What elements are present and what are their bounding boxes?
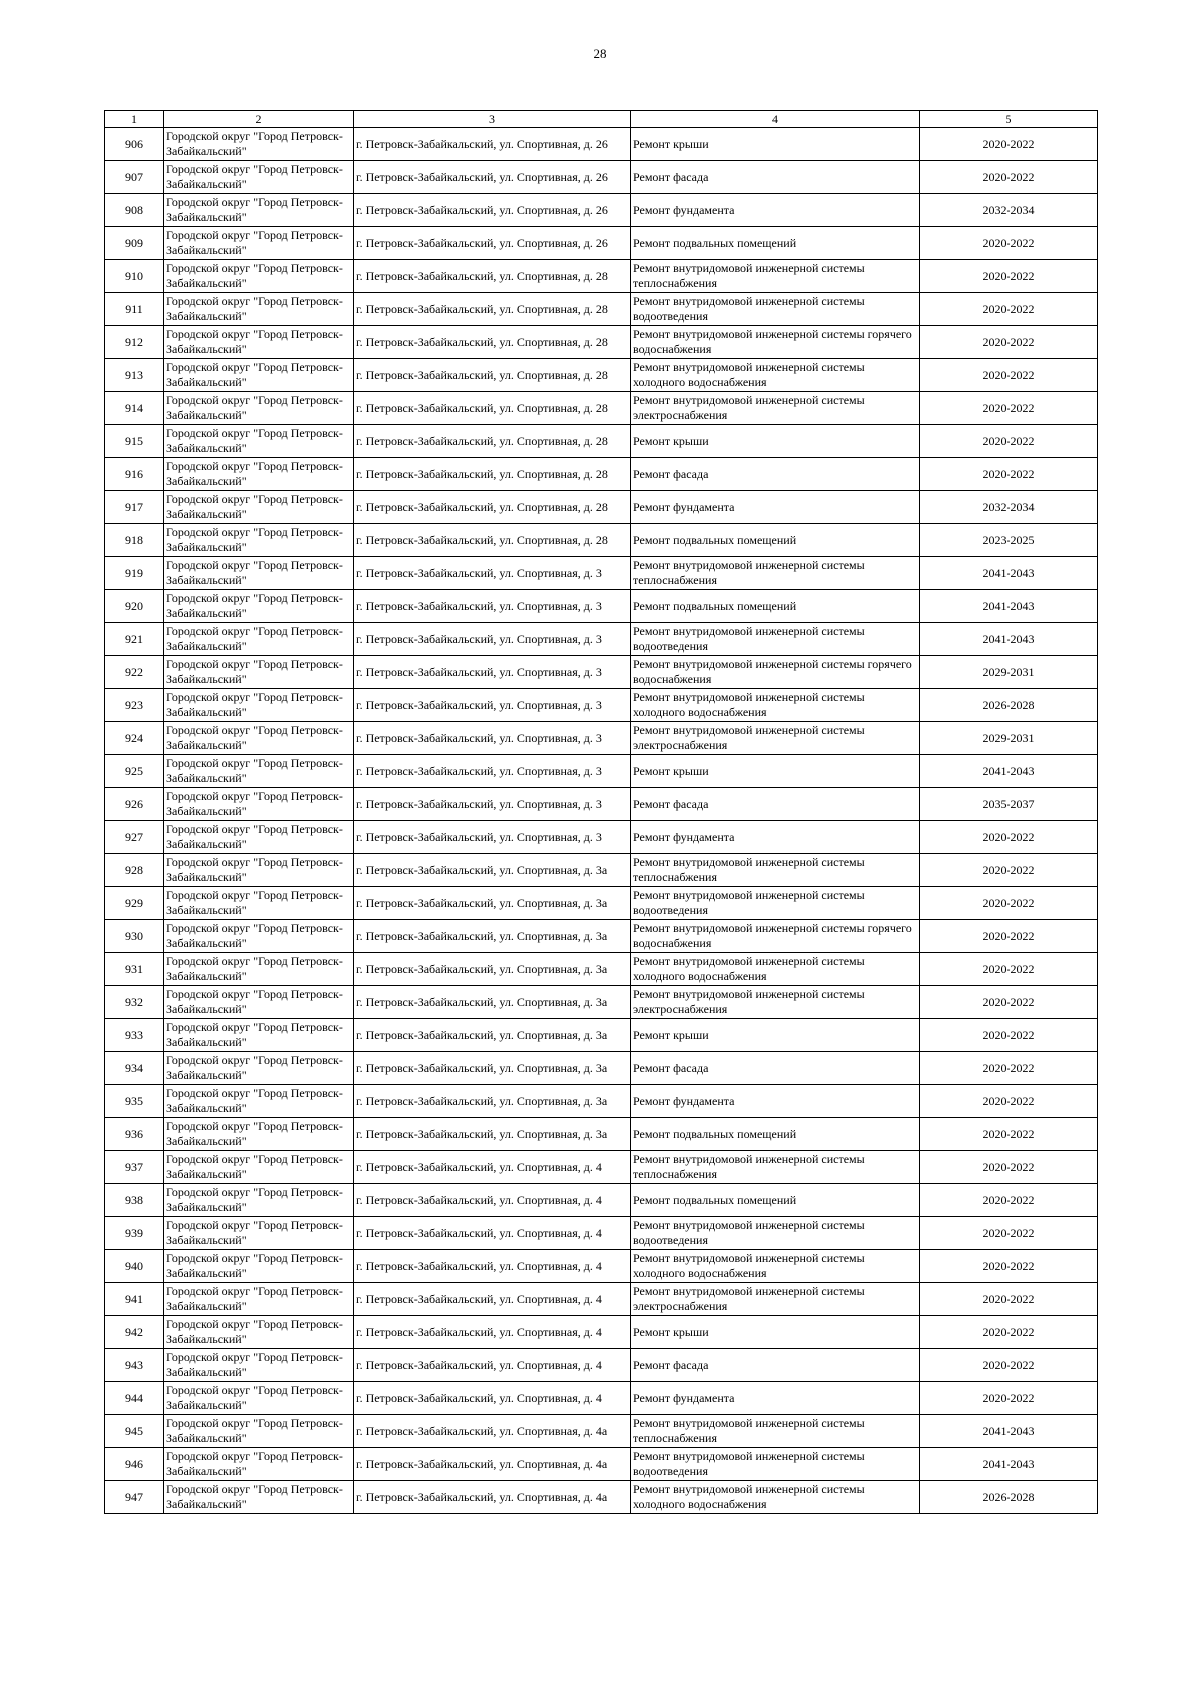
address-cell: г. Петровск-Забайкальский, ул. Спортивная, д. 26 xyxy=(354,128,631,161)
address-cell: г. Петровск-Забайкальский, ул. Спортивная, д. 4а xyxy=(354,1415,631,1448)
municipality-cell: Городской округ "Город Петровск-Забайкальский" xyxy=(164,1448,354,1481)
work-type-cell: Ремонт внутридомовой инженерной системы теплоснабжения xyxy=(631,260,920,293)
row-number: 909 xyxy=(105,227,164,260)
period-cell: 2041-2043 xyxy=(920,755,1098,788)
work-type-cell: Ремонт фундамента xyxy=(631,821,920,854)
address-cell: г. Петровск-Забайкальский, ул. Спортивная, д. 3 xyxy=(354,722,631,755)
table-row xyxy=(105,1118,1098,1151)
municipality-cell: Городской округ "Город Петровск-Забайкальский" xyxy=(164,689,354,722)
row-number: 913 xyxy=(105,359,164,392)
period-cell: 2026-2028 xyxy=(920,689,1098,722)
period-cell: 2020-2022 xyxy=(920,1349,1098,1382)
row-number: 912 xyxy=(105,326,164,359)
row-number: 917 xyxy=(105,491,164,524)
row-number: 911 xyxy=(105,293,164,326)
work-type-cell: Ремонт внутридомовой инженерной системы электроснабжения xyxy=(631,986,920,1019)
municipality-cell: Городской округ "Город Петровск-Забайкальский" xyxy=(164,1349,354,1382)
work-type-cell: Ремонт подвальных помещений xyxy=(631,590,920,623)
row-number: 933 xyxy=(105,1019,164,1052)
table-row xyxy=(105,689,1098,722)
table-body xyxy=(105,128,1098,1514)
municipality-cell: Городской округ "Город Петровск-Забайкальский" xyxy=(164,953,354,986)
municipality-cell: Городской округ "Город Петровск-Забайкальский" xyxy=(164,557,354,590)
period-cell: 2020-2022 xyxy=(920,1151,1098,1184)
table-row xyxy=(105,1481,1098,1514)
period-cell: 2041-2043 xyxy=(920,1448,1098,1481)
work-type-cell: Ремонт внутридомовой инженерной системы холодного водоснабжения xyxy=(631,689,920,722)
table-row xyxy=(105,359,1098,392)
municipality-cell: Городской округ "Город Петровск-Забайкальский" xyxy=(164,854,354,887)
period-cell: 2020-2022 xyxy=(920,1316,1098,1349)
row-number: 927 xyxy=(105,821,164,854)
period-cell: 2020-2022 xyxy=(920,161,1098,194)
address-cell: г. Петровск-Забайкальский, ул. Спортивная, д. 3а xyxy=(354,1019,631,1052)
period-cell: 2020-2022 xyxy=(920,1085,1098,1118)
table-row xyxy=(105,524,1098,557)
period-cell: 2029-2031 xyxy=(920,722,1098,755)
address-cell: г. Петровск-Забайкальский, ул. Спортивная, д. 4а xyxy=(354,1448,631,1481)
row-number: 908 xyxy=(105,194,164,227)
municipality-cell: Городской округ "Город Петровск-Забайкальский" xyxy=(164,986,354,1019)
row-number: 938 xyxy=(105,1184,164,1217)
table-row xyxy=(105,1382,1098,1415)
row-number: 946 xyxy=(105,1448,164,1481)
address-cell: г. Петровск-Забайкальский, ул. Спортивная, д. 26 xyxy=(354,161,631,194)
municipality-cell: Городской округ "Город Петровск-Забайкальский" xyxy=(164,1184,354,1217)
table-row xyxy=(105,1019,1098,1052)
row-number: 920 xyxy=(105,590,164,623)
work-type-cell: Ремонт крыши xyxy=(631,128,920,161)
table-row xyxy=(105,1085,1098,1118)
work-type-cell: Ремонт внутридомовой инженерной системы горячего водоснабжения xyxy=(631,920,920,953)
period-cell: 2041-2043 xyxy=(920,623,1098,656)
row-number: 910 xyxy=(105,260,164,293)
repair-schedule-table xyxy=(104,110,1098,1514)
period-cell: 2020-2022 xyxy=(920,458,1098,491)
work-type-cell: Ремонт внутридомовой инженерной системы теплоснабжения xyxy=(631,1151,920,1184)
address-cell: г. Петровск-Забайкальский, ул. Спортивная, д. 28 xyxy=(354,392,631,425)
work-type-cell: Ремонт внутридомовой инженерной системы горячего водоснабжения xyxy=(631,326,920,359)
row-number: 925 xyxy=(105,755,164,788)
row-number: 928 xyxy=(105,854,164,887)
table-row xyxy=(105,1283,1098,1316)
municipality-cell: Городской округ "Город Петровск-Забайкальский" xyxy=(164,1151,354,1184)
row-number: 922 xyxy=(105,656,164,689)
row-number: 921 xyxy=(105,623,164,656)
row-number: 906 xyxy=(105,128,164,161)
work-type-cell: Ремонт внутридомовой инженерной системы холодного водоснабжения xyxy=(631,953,920,986)
municipality-cell: Городской округ "Город Петровск-Забайкальский" xyxy=(164,623,354,656)
work-type-cell: Ремонт внутридомовой инженерной системы водоотведения xyxy=(631,1217,920,1250)
table-row xyxy=(105,1349,1098,1382)
municipality-cell: Городской округ "Город Петровск-Забайкальский" xyxy=(164,1019,354,1052)
period-cell: 2020-2022 xyxy=(920,1019,1098,1052)
address-cell: г. Петровск-Забайкальский, ул. Спортивная, д. 3а xyxy=(354,920,631,953)
table-row xyxy=(105,326,1098,359)
period-cell: 2020-2022 xyxy=(920,1052,1098,1085)
table-row xyxy=(105,194,1098,227)
period-cell: 2041-2043 xyxy=(920,557,1098,590)
municipality-cell: Городской округ "Город Петровск-Забайкальский" xyxy=(164,821,354,854)
period-cell: 2020-2022 xyxy=(920,293,1098,326)
address-cell: г. Петровск-Забайкальский, ул. Спортивная, д. 28 xyxy=(354,326,631,359)
municipality-cell: Городской округ "Город Петровск-Забайкальский" xyxy=(164,227,354,260)
address-cell: г. Петровск-Забайкальский, ул. Спортивная, д. 3 xyxy=(354,623,631,656)
municipality-cell: Городской округ "Город Петровск-Забайкальский" xyxy=(164,260,354,293)
table-row xyxy=(105,458,1098,491)
row-number: 945 xyxy=(105,1415,164,1448)
municipality-cell: Городской округ "Город Петровск-Забайкальский" xyxy=(164,326,354,359)
work-type-cell: Ремонт внутридомовой инженерной системы холодного водоснабжения xyxy=(631,359,920,392)
table-row xyxy=(105,1217,1098,1250)
work-type-cell: Ремонт внутридомовой инженерной системы водоотведения xyxy=(631,623,920,656)
column-header-3: 3 xyxy=(354,111,631,128)
table-row xyxy=(105,788,1098,821)
municipality-cell: Городской округ "Город Петровск-Забайкальский" xyxy=(164,1250,354,1283)
table-row xyxy=(105,227,1098,260)
table-row xyxy=(105,722,1098,755)
table-row xyxy=(105,425,1098,458)
row-number: 934 xyxy=(105,1052,164,1085)
period-cell: 2020-2022 xyxy=(920,1184,1098,1217)
row-number: 937 xyxy=(105,1151,164,1184)
period-cell: 2020-2022 xyxy=(920,1250,1098,1283)
table-row xyxy=(105,557,1098,590)
municipality-cell: Городской округ "Город Петровск-Забайкальский" xyxy=(164,1085,354,1118)
work-type-cell: Ремонт крыши xyxy=(631,1316,920,1349)
row-number: 930 xyxy=(105,920,164,953)
table-row xyxy=(105,128,1098,161)
municipality-cell: Городской округ "Город Петровск-Забайкальский" xyxy=(164,458,354,491)
address-cell: г. Петровск-Забайкальский, ул. Спортивная, д. 4а xyxy=(354,1481,631,1514)
period-cell: 2020-2022 xyxy=(920,854,1098,887)
work-type-cell: Ремонт фасада xyxy=(631,1349,920,1382)
period-cell: 2020-2022 xyxy=(920,425,1098,458)
work-type-cell: Ремонт внутридомовой инженерной системы электроснабжения xyxy=(631,392,920,425)
municipality-cell: Городской округ "Город Петровск-Забайкальский" xyxy=(164,887,354,920)
row-number: 942 xyxy=(105,1316,164,1349)
address-cell: г. Петровск-Забайкальский, ул. Спортивная, д. 3а xyxy=(354,1085,631,1118)
table-row xyxy=(105,1415,1098,1448)
row-number: 947 xyxy=(105,1481,164,1514)
row-number: 932 xyxy=(105,986,164,1019)
municipality-cell: Городской округ "Город Петровск-Забайкальский" xyxy=(164,491,354,524)
work-type-cell: Ремонт подвальных помещений xyxy=(631,1184,920,1217)
work-type-cell: Ремонт внутридомовой инженерной системы горячего водоснабжения xyxy=(631,656,920,689)
row-number: 929 xyxy=(105,887,164,920)
table-row xyxy=(105,854,1098,887)
work-type-cell: Ремонт фасада xyxy=(631,788,920,821)
work-type-cell: Ремонт внутридомовой инженерной системы электроснабжения xyxy=(631,1283,920,1316)
page-number: 28 xyxy=(593,46,607,61)
address-cell: г. Петровск-Забайкальский, ул. Спортивная, д. 4 xyxy=(354,1217,631,1250)
period-cell: 2020-2022 xyxy=(920,920,1098,953)
municipality-cell: Городской округ "Город Петровск-Забайкальский" xyxy=(164,1481,354,1514)
work-type-cell: Ремонт фасада xyxy=(631,458,920,491)
municipality-cell: Городской округ "Город Петровск-Забайкальский" xyxy=(164,1217,354,1250)
period-cell: 2020-2022 xyxy=(920,128,1098,161)
work-type-cell: Ремонт внутридомовой инженерной системы холодного водоснабжения xyxy=(631,1250,920,1283)
address-cell: г. Петровск-Забайкальский, ул. Спортивная, д. 28 xyxy=(354,524,631,557)
municipality-cell: Городской округ "Город Петровск-Забайкальский" xyxy=(164,1316,354,1349)
period-cell: 2020-2022 xyxy=(920,227,1098,260)
row-number: 943 xyxy=(105,1349,164,1382)
work-type-cell: Ремонт внутридомовой инженерной системы электроснабжения xyxy=(631,722,920,755)
address-cell: г. Петровск-Забайкальский, ул. Спортивная, д. 3 xyxy=(354,590,631,623)
table-row xyxy=(105,1250,1098,1283)
municipality-cell: Городской округ "Город Петровск-Забайкальский" xyxy=(164,194,354,227)
period-cell: 2020-2022 xyxy=(920,1382,1098,1415)
address-cell: г. Петровск-Забайкальский, ул. Спортивная, д. 4 xyxy=(354,1349,631,1382)
period-cell: 2020-2022 xyxy=(920,326,1098,359)
table-row xyxy=(105,293,1098,326)
address-cell: г. Петровск-Забайкальский, ул. Спортивная, д. 3 xyxy=(354,557,631,590)
period-cell: 2020-2022 xyxy=(920,887,1098,920)
address-cell: г. Петровск-Забайкальский, ул. Спортивная, д. 3 xyxy=(354,656,631,689)
work-type-cell: Ремонт фундамента xyxy=(631,1085,920,1118)
row-number: 907 xyxy=(105,161,164,194)
address-cell: г. Петровск-Забайкальский, ул. Спортивная, д. 3 xyxy=(354,821,631,854)
table-row xyxy=(105,260,1098,293)
municipality-cell: Городской округ "Город Петровск-Забайкальский" xyxy=(164,920,354,953)
address-cell: г. Петровск-Забайкальский, ул. Спортивная, д. 4 xyxy=(354,1151,631,1184)
work-type-cell: Ремонт внутридомовой инженерной системы теплоснабжения xyxy=(631,854,920,887)
municipality-cell: Городской округ "Город Петровск-Забайкальский" xyxy=(164,788,354,821)
work-type-cell: Ремонт крыши xyxy=(631,1019,920,1052)
work-type-cell: Ремонт внутридомовой инженерной системы теплоснабжения xyxy=(631,1415,920,1448)
municipality-cell: Городской округ "Город Петровск-Забайкальский" xyxy=(164,1118,354,1151)
table-row xyxy=(105,1151,1098,1184)
address-cell: г. Петровск-Забайкальский, ул. Спортивная, д. 28 xyxy=(354,359,631,392)
address-cell: г. Петровск-Забайкальский, ул. Спортивная, д. 3 xyxy=(354,755,631,788)
column-header-5: 5 xyxy=(920,111,1098,128)
address-cell: г. Петровск-Забайкальский, ул. Спортивная, д. 4 xyxy=(354,1250,631,1283)
municipality-cell: Городской округ "Город Петровск-Забайкальский" xyxy=(164,392,354,425)
municipality-cell: Городской округ "Город Петровск-Забайкальский" xyxy=(164,722,354,755)
row-number: 923 xyxy=(105,689,164,722)
row-number: 926 xyxy=(105,788,164,821)
municipality-cell: Городской округ "Город Петровск-Забайкальский" xyxy=(164,1415,354,1448)
work-type-cell: Ремонт подвальных помещений xyxy=(631,1118,920,1151)
address-cell: г. Петровск-Забайкальский, ул. Спортивная, д. 4 xyxy=(354,1316,631,1349)
municipality-cell: Городской округ "Город Петровск-Забайкальский" xyxy=(164,425,354,458)
row-number: 916 xyxy=(105,458,164,491)
municipality-cell: Городской округ "Город Петровск-Забайкальский" xyxy=(164,755,354,788)
period-cell: 2041-2043 xyxy=(920,1415,1098,1448)
period-cell: 2041-2043 xyxy=(920,590,1098,623)
address-cell: г. Петровск-Забайкальский, ул. Спортивная, д. 26 xyxy=(354,227,631,260)
row-number: 914 xyxy=(105,392,164,425)
address-cell: г. Петровск-Забайкальский, ул. Спортивная, д. 3а xyxy=(354,953,631,986)
address-cell: г. Петровск-Забайкальский, ул. Спортивная, д. 28 xyxy=(354,293,631,326)
table-row xyxy=(105,887,1098,920)
column-header-4: 4 xyxy=(631,111,920,128)
address-cell: г. Петровск-Забайкальский, ул. Спортивная, д. 3 xyxy=(354,689,631,722)
municipality-cell: Городской округ "Город Петровск-Забайкальский" xyxy=(164,359,354,392)
table-row xyxy=(105,920,1098,953)
period-cell: 2020-2022 xyxy=(920,821,1098,854)
row-number: 936 xyxy=(105,1118,164,1151)
period-cell: 2020-2022 xyxy=(920,1118,1098,1151)
period-cell: 2032-2034 xyxy=(920,491,1098,524)
address-cell: г. Петровск-Забайкальский, ул. Спортивная, д. 3а xyxy=(354,887,631,920)
row-number: 944 xyxy=(105,1382,164,1415)
table-row xyxy=(105,623,1098,656)
address-cell: г. Петровск-Забайкальский, ул. Спортивная, д. 28 xyxy=(354,425,631,458)
work-type-cell: Ремонт внутридомовой инженерной системы холодного водоснабжения xyxy=(631,1481,920,1514)
table-row xyxy=(105,986,1098,1019)
municipality-cell: Городской округ "Город Петровск-Забайкальский" xyxy=(164,161,354,194)
period-cell: 2020-2022 xyxy=(920,986,1098,1019)
address-cell: г. Петровск-Забайкальский, ул. Спортивная, д. 4 xyxy=(354,1283,631,1316)
work-type-cell: Ремонт внутридомовой инженерной системы водоотведения xyxy=(631,887,920,920)
period-cell: 2020-2022 xyxy=(920,953,1098,986)
municipality-cell: Городской округ "Город Петровск-Забайкальский" xyxy=(164,656,354,689)
period-cell: 2023-2025 xyxy=(920,524,1098,557)
row-number: 940 xyxy=(105,1250,164,1283)
address-cell: г. Петровск-Забайкальский, ул. Спортивная, д. 28 xyxy=(354,458,631,491)
address-cell: г. Петровск-Забайкальский, ул. Спортивная, д. 26 xyxy=(354,194,631,227)
row-number: 924 xyxy=(105,722,164,755)
period-cell: 2035-2037 xyxy=(920,788,1098,821)
period-cell: 2032-2034 xyxy=(920,194,1098,227)
table-row xyxy=(105,1448,1098,1481)
work-type-cell: Ремонт фасада xyxy=(631,161,920,194)
municipality-cell: Городской округ "Город Петровск-Забайкальский" xyxy=(164,1382,354,1415)
work-type-cell: Ремонт крыши xyxy=(631,755,920,788)
address-cell: г. Петровск-Забайкальский, ул. Спортивная, д. 3а xyxy=(354,1052,631,1085)
municipality-cell: Городской округ "Город Петровск-Забайкальский" xyxy=(164,590,354,623)
row-number: 941 xyxy=(105,1283,164,1316)
table-row xyxy=(105,821,1098,854)
row-number: 939 xyxy=(105,1217,164,1250)
table-row xyxy=(105,953,1098,986)
table-row xyxy=(105,161,1098,194)
work-type-cell: Ремонт подвальных помещений xyxy=(631,227,920,260)
row-number: 915 xyxy=(105,425,164,458)
address-cell: г. Петровск-Забайкальский, ул. Спортивная, д. 3а xyxy=(354,986,631,1019)
work-type-cell: Ремонт фундамента xyxy=(631,491,920,524)
table-row xyxy=(105,1316,1098,1349)
table-header-row xyxy=(105,111,1098,128)
period-cell: 2020-2022 xyxy=(920,1217,1098,1250)
work-type-cell: Ремонт подвальных помещений xyxy=(631,524,920,557)
period-cell: 2026-2028 xyxy=(920,1481,1098,1514)
address-cell: г. Петровск-Забайкальский, ул. Спортивная, д. 28 xyxy=(354,260,631,293)
municipality-cell: Городской округ "Город Петровск-Забайкальский" xyxy=(164,524,354,557)
address-cell: г. Петровск-Забайкальский, ул. Спортивная, д. 3 xyxy=(354,788,631,821)
table-row xyxy=(105,1052,1098,1085)
municipality-cell: Городской округ "Город Петровск-Забайкальский" xyxy=(164,1283,354,1316)
table-row xyxy=(105,1184,1098,1217)
work-type-cell: Ремонт внутридомовой инженерной системы водоотведения xyxy=(631,1448,920,1481)
work-type-cell: Ремонт фасада xyxy=(631,1052,920,1085)
work-type-cell: Ремонт фундамента xyxy=(631,1382,920,1415)
table-row xyxy=(105,590,1098,623)
municipality-cell: Городской округ "Город Петровск-Забайкальский" xyxy=(164,293,354,326)
column-header-2: 2 xyxy=(164,111,354,128)
address-cell: г. Петровск-Забайкальский, ул. Спортивная, д. 3а xyxy=(354,1118,631,1151)
municipality-cell: Городской округ "Город Петровск-Забайкальский" xyxy=(164,128,354,161)
table-row xyxy=(105,656,1098,689)
table-row xyxy=(105,755,1098,788)
address-cell: г. Петровск-Забайкальский, ул. Спортивная, д. 28 xyxy=(354,491,631,524)
period-cell: 2020-2022 xyxy=(920,260,1098,293)
period-cell: 2020-2022 xyxy=(920,392,1098,425)
work-type-cell: Ремонт внутридомовой инженерной системы водоотведения xyxy=(631,293,920,326)
address-cell: г. Петровск-Забайкальский, ул. Спортивная, д. 4 xyxy=(354,1382,631,1415)
row-number: 918 xyxy=(105,524,164,557)
address-cell: г. Петровск-Забайкальский, ул. Спортивная, д. 4 xyxy=(354,1184,631,1217)
work-type-cell: Ремонт внутридомовой инженерной системы теплоснабжения xyxy=(631,557,920,590)
period-cell: 2020-2022 xyxy=(920,1283,1098,1316)
row-number: 935 xyxy=(105,1085,164,1118)
row-number: 919 xyxy=(105,557,164,590)
municipality-cell: Городской округ "Город Петровск-Забайкальский" xyxy=(164,1052,354,1085)
column-header-1: 1 xyxy=(105,111,164,128)
period-cell: 2020-2022 xyxy=(920,359,1098,392)
table-row xyxy=(105,392,1098,425)
address-cell: г. Петровск-Забайкальский, ул. Спортивная, д. 3а xyxy=(354,854,631,887)
row-number: 931 xyxy=(105,953,164,986)
table-row xyxy=(105,491,1098,524)
period-cell: 2029-2031 xyxy=(920,656,1098,689)
work-type-cell: Ремонт крыши xyxy=(631,425,920,458)
work-type-cell: Ремонт фундамента xyxy=(631,194,920,227)
